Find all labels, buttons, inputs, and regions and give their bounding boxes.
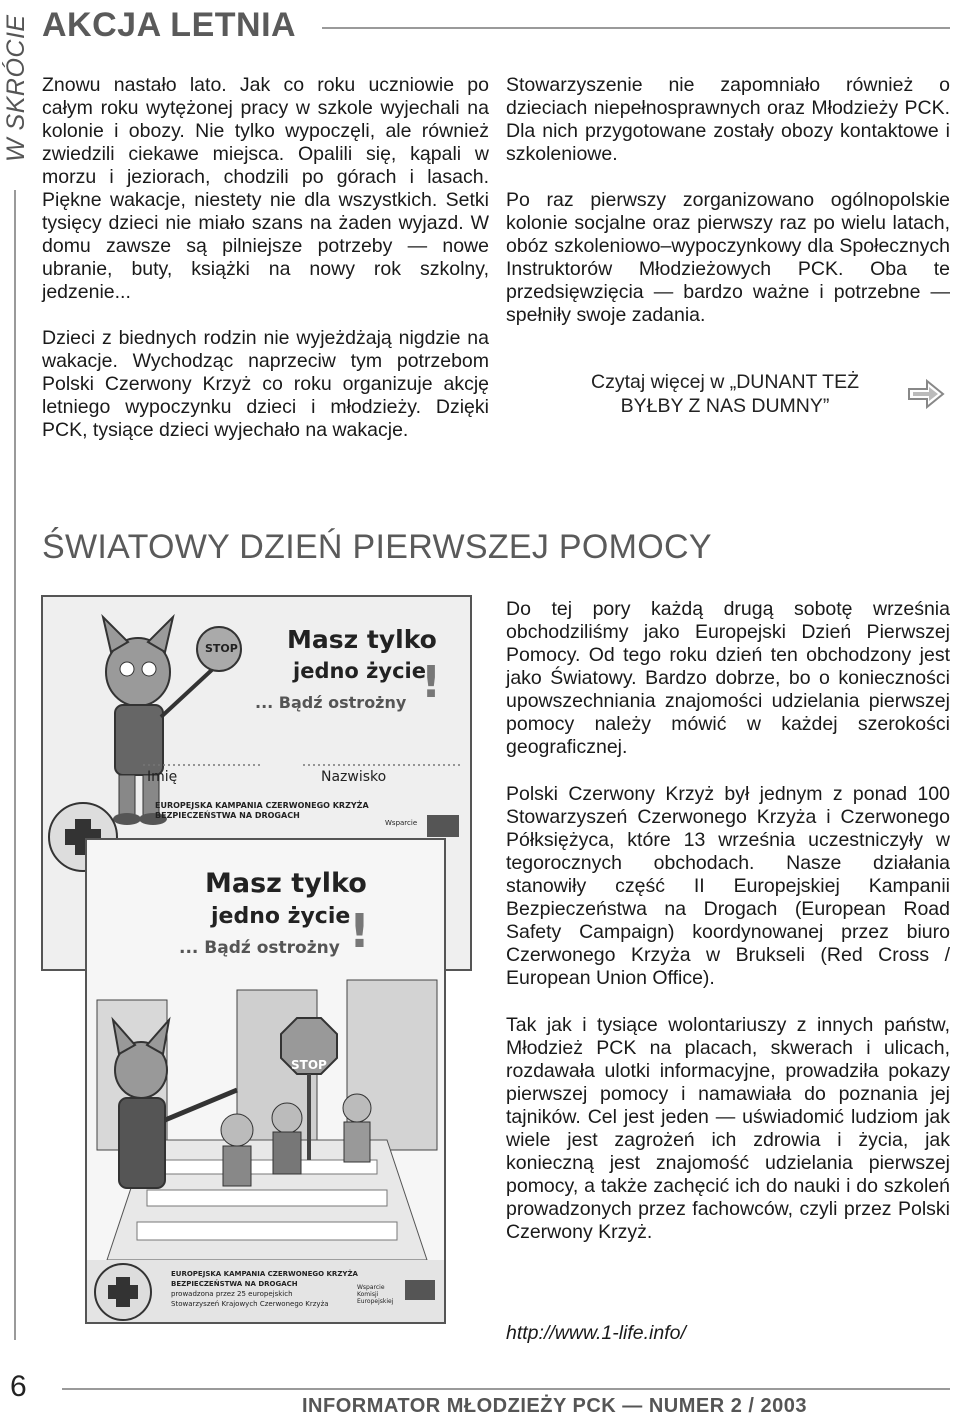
article1-paragraph: Stowarzyszenie nie zapomniało również o dzieciach niepełnosprawnych oraz Młodzieży PCK. Dla nich przygotowane zostały obozy kontaktowe i szkoleniowe. (506, 74, 950, 165)
footer-rule (62, 1388, 950, 1390)
read-more-line: Czytaj więcej w „DUNANT TEŻ (591, 371, 859, 393)
section-label: W SKRÓCIE (2, 14, 30, 162)
page-number: 6 (10, 1370, 27, 1403)
footer-title: INFORMATOR MŁODZIEŻY PCK — NUMER 2 / 2003 (302, 1395, 808, 1417)
article1-right-column (506, 74, 950, 327)
field-label: Imię (147, 769, 178, 785)
article1-paragraph: Po raz pierwszy zorganizowano ogólnopolskie kolonie socjalne oraz pierwszy raz po wielu latach, obóz szkoleniowo–wypoczynkowy dla Społecznych Instruktorów Młodzieżowych PCK. Oba te przedsięwzięcia — bardzo ważne i potrzebne — spełniły swoje zadania. (506, 189, 950, 326)
article1-paragraph: Znowu nastało lato. Jak co roku uczniowie po całym roku wytężonej pracy w szkole wyjechali na kolonie i obozy. Nie tylko wypoczęli, ale również zwiedzili ciekawe miejsca. Opalili się, kąpali w morzu i jeziorach, chodzili po górach i lasach. Piękne wakacje, niestety nie dla wszystkich. Setki tysięcy dzieci nie miało szans na żaden wyjazd. W domu zawsze są pilniejsze potrzeby — nowe ubranie, buty, książki na nowy rok szkolny, jedzenie... (42, 74, 489, 303)
article1-title: AKCJA LETNIA (42, 6, 297, 44)
article2-paragraph: Do tej pory każdą drugą sobotę września obchodziliśmy jako Europejski Dzień Pierwszej Pomocy. Od tego roku dzień ten obchodzony jest jako Światowy. Bardzo dobrze, bo o konieczności upowszechniania znajomości udzielania pierwszej pomocy należy mówić w każdej szerokości geograficznej. (506, 598, 950, 758)
article2-title: ŚWIATOWY DZIEŃ PIERWSZEJ POMOCY (42, 528, 712, 566)
title-rule (322, 27, 950, 29)
article1-left-column (42, 74, 489, 442)
read-more-line: BYŁBY Z NAS DUMNY” (620, 395, 830, 417)
poster-image-front (85, 838, 446, 1324)
vertical-divider (14, 190, 16, 1340)
poster-slogan: ... Bądź ostrożny (255, 693, 407, 712)
stop-sign-text: STOP (291, 1058, 327, 1072)
campaign-text: prowadzona przez 25 europejskich (171, 1290, 293, 1298)
article2-column (506, 598, 950, 1244)
stop-sign-text: STOP (205, 642, 238, 655)
field-label: Nazwisko (321, 769, 387, 785)
campaign-text: BEZPIECZEŃSTWA NA DROGACH (155, 811, 300, 820)
website-link[interactable]: http://www.1-life.info/ (506, 1322, 686, 1344)
poster-exclaim: ! (349, 904, 370, 958)
poster-slogan: Masz tylko (205, 868, 367, 899)
poster-exclaim: ! (421, 657, 442, 708)
article2-paragraph: Tak jak i tysiące wolontariuszy z innych państw, Młodzież PCK na placach, skwerach i ulicach, rozdawała ulotki informacyjne, prowadziła pokazy pierwszej pomocy i namawiała do poznania jej tajników. Cel jest jeden — uświadomić ludziom jak wiele jest zagrożeń ich zdrowia i życia, jak konieczną jest znajomość udzielania pierwszej pomocy, a także zachęcić ich do nauki i do szkoleń prowadzonych przez fachowców, czyli przez Polski Czerwony Krzyż. (506, 1014, 950, 1243)
campaign-text: Wsparcie (385, 819, 418, 827)
poster-slogan: jedno życie (211, 904, 351, 929)
poster-slogan: ... Bądź ostrożny (179, 938, 340, 958)
campaign-text: Wsparcie Komisji Europejskiej (357, 1284, 394, 1305)
arrow-right-icon (905, 377, 945, 411)
poster-slogan: Masz tylko (287, 625, 437, 654)
campaign-text: EUROPEJSKA KAMPANIA CZERWONEGO KRZYŻA (171, 1270, 358, 1278)
article2-paragraph: Polski Czerwony Krzyż był jednym z ponad 100 Stowarzyszeń Czerwonego Krzyża i Czerwonego Półksiężyca, które 13 września uczestniczyły w tegorocznych obchodach. Nasze działania stanowiły część II Europejskiej Kampanii Bezpieczeństwa na Drogach (European Road Safety Campaign) koordynowanej przez biuro Czerwonego Krzyża w Brukseli (Red Cross / European Union Office). (506, 783, 950, 989)
campaign-text: Stowarzyszeń Krajowych Czerwonego Krzyża (171, 1300, 329, 1308)
poster-slogan: jedno życie (293, 659, 426, 683)
campaign-text: BEZPIECZEŃSTWA NA DROGACH (171, 1280, 298, 1288)
read-more-link[interactable] (560, 370, 890, 418)
campaign-text: EUROPEJSKA KAMPANIA CZERWONEGO KRZYŻA (155, 801, 369, 810)
article1-paragraph: Dzieci z biednych rodzin nie wyjeżdżają nigdzie na wakacje. Wychodząc naprzeciw tym potrzebom Polski Czerwony Krzyż co roku organizuje akcję letniego wypoczynku dzieci i młodzieży. Dzięki PCK, tysiące dzieci wyjechało na wakacje. (42, 327, 489, 441)
